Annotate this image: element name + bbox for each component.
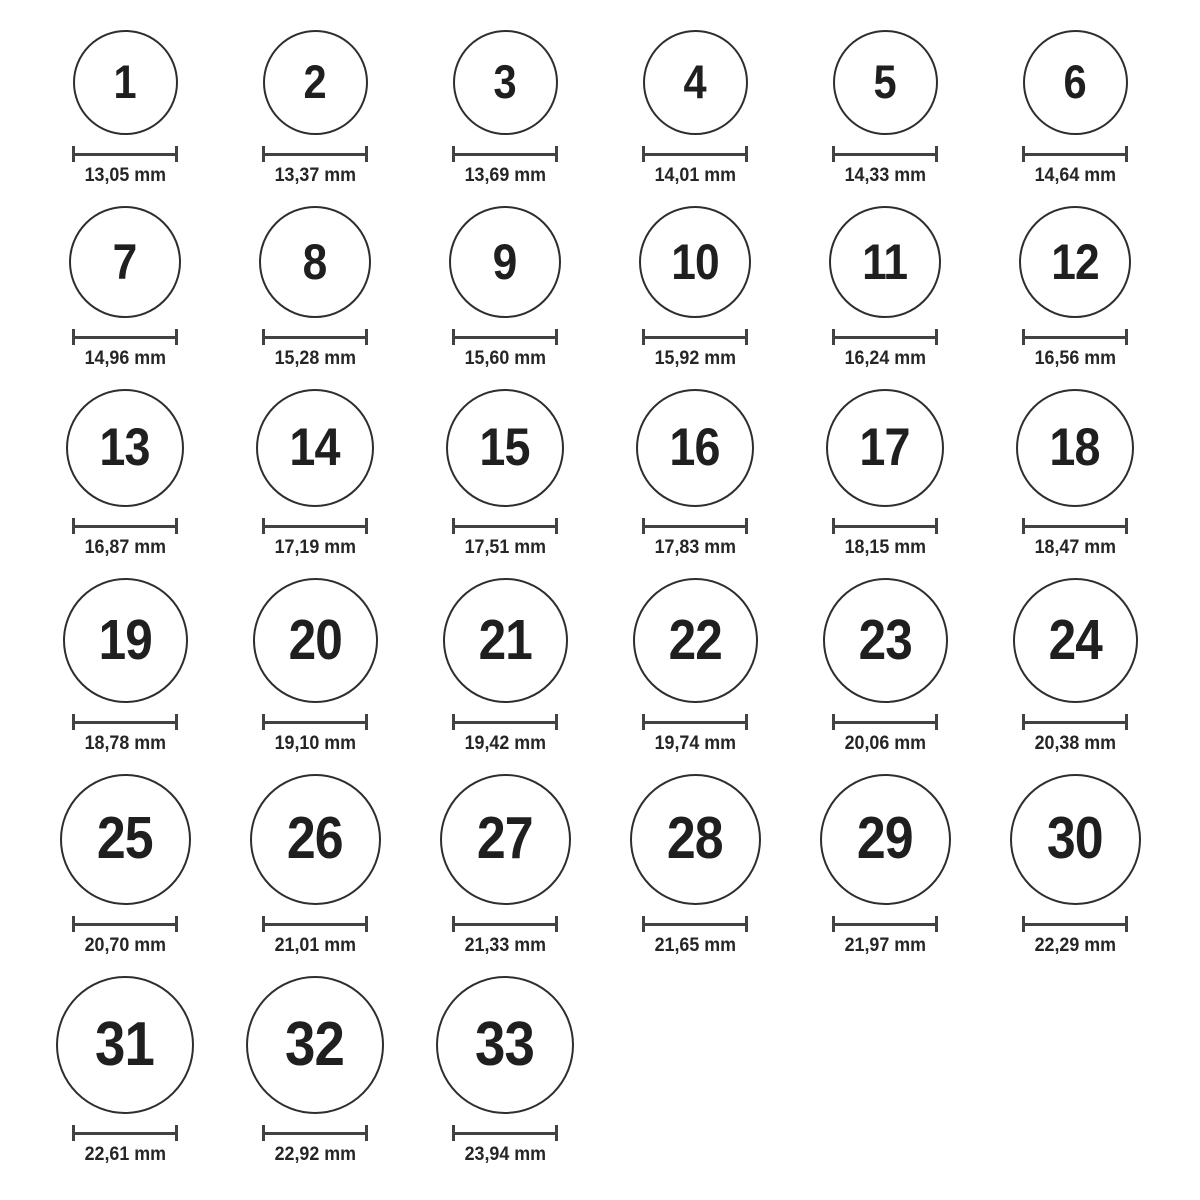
ring-circle [1019,206,1131,318]
ring-size-item [410,774,600,957]
ring-size-number: 10 [671,232,719,290]
diameter-dimension-line [262,518,368,534]
dimension-right-tick-icon [935,518,938,534]
dimension-bar [74,1132,176,1135]
dimension-bar [644,923,746,926]
ring-size-number: 4 [683,55,707,109]
dimension-bar [454,721,556,724]
diameter-label: 22,29 mm [1034,935,1116,956]
diameter-dimension-line [262,329,368,345]
diameter-label: 17,83 mm [654,537,736,558]
ring-size-item [220,30,410,187]
ring-size-number: 7 [113,232,137,290]
dimension-bar [834,721,936,724]
diameter-dimension-line [452,916,558,932]
ring-size-number: 14 [289,418,341,478]
dimension-bar [454,153,556,156]
ring-size-item [980,206,1170,370]
ring-size-item [220,578,410,755]
ring-circle [446,389,564,507]
dimension-right-tick-icon [1125,146,1128,162]
dimension-bar [644,336,746,339]
diameter-label: 14,01 mm [654,165,736,186]
diameter-dimension-line [832,329,938,345]
dimension-right-tick-icon [935,916,938,932]
ring-circle [256,389,374,507]
ring-circle [449,206,561,318]
diameter-label: 18,47 mm [1034,537,1116,558]
ring-size-number: 5 [873,55,897,109]
ring-size-item [30,389,220,559]
chart-row [30,578,1170,755]
diameter-label: 13,37 mm [274,165,356,186]
ring-circle [823,578,948,703]
diameter-dimension-line [642,714,748,730]
ring-size-number: 30 [1047,806,1103,872]
ring-circle [1013,578,1138,703]
dimension-bar [454,336,556,339]
dimension-right-tick-icon [365,714,368,730]
ring-circle [73,30,178,135]
ring-size-item [220,389,410,559]
diameter-dimension-line [262,146,368,162]
ring-circle [63,578,188,703]
dimension-bar [74,153,176,156]
ring-size-item [790,774,980,957]
ring-size-item [220,774,410,957]
diameter-dimension-line [262,916,368,932]
ring-size-item [790,578,980,755]
diameter-label: 13,05 mm [84,165,166,186]
ring-circle [829,206,941,318]
diameter-dimension-line [72,714,178,730]
dimension-right-tick-icon [365,518,368,534]
ring-circle [440,774,571,905]
dimension-right-tick-icon [175,916,178,932]
diameter-label: 21,97 mm [844,935,926,956]
diameter-label: 23,94 mm [464,1144,546,1165]
ring-size-item [30,578,220,755]
dimension-right-tick-icon [555,1125,558,1141]
diameter-dimension-line [642,146,748,162]
diameter-dimension-line [1022,329,1128,345]
ring-size-item [980,30,1170,187]
diameter-label: 19,74 mm [654,733,736,754]
diameter-dimension-line [1022,146,1128,162]
diameter-label: 21,01 mm [274,935,356,956]
ring-size-number: 33 [475,1009,535,1079]
ring-circle [643,30,748,135]
dimension-right-tick-icon [175,518,178,534]
dimension-bar [1024,525,1126,528]
dimension-bar [454,525,556,528]
ring-size-number: 16 [669,418,721,478]
ring-size-item [980,774,1170,957]
ring-circle [630,774,761,905]
dimension-bar [834,923,936,926]
ring-size-item [410,30,600,187]
ring-size-number: 6 [1063,55,1087,109]
ring-circle [69,206,181,318]
ring-circle [436,976,574,1114]
ring-circle [1010,774,1141,905]
dimension-right-tick-icon [175,714,178,730]
dimension-bar [1024,153,1126,156]
ring-size-item [790,206,980,370]
dimension-right-tick-icon [365,146,368,162]
ring-size-number: 20 [288,608,342,672]
ring-circle [820,774,951,905]
dimension-bar [74,923,176,926]
dimension-right-tick-icon [745,916,748,932]
ring-size-item [600,206,790,370]
dimension-right-tick-icon [1125,714,1128,730]
diameter-label: 18,15 mm [844,537,926,558]
dimension-right-tick-icon [1125,329,1128,345]
dimension-bar [264,525,366,528]
diameter-dimension-line [262,1125,368,1141]
diameter-label: 21,33 mm [464,935,546,956]
diameter-label: 15,60 mm [464,348,546,369]
chart-row [30,976,1170,1166]
ring-size-number: 17 [859,418,911,478]
ring-circle [1023,30,1128,135]
ring-size-number: 28 [667,806,723,872]
ring-circle [250,774,381,905]
dimension-right-tick-icon [555,329,558,345]
dimension-bar [264,153,366,156]
diameter-label: 19,42 mm [464,733,546,754]
ring-size-number: 2 [303,55,327,109]
dimension-right-tick-icon [175,1125,178,1141]
dimension-right-tick-icon [745,518,748,534]
diameter-label: 14,33 mm [844,165,926,186]
diameter-dimension-line [452,714,558,730]
diameter-label: 20,06 mm [844,733,926,754]
ring-size-item [220,976,410,1166]
dimension-bar [834,153,936,156]
diameter-label: 15,92 mm [654,348,736,369]
diameter-dimension-line [1022,916,1128,932]
ring-size-number: 32 [285,1009,345,1079]
ring-circle [259,206,371,318]
diameter-dimension-line [832,146,938,162]
diameter-dimension-line [72,518,178,534]
ring-size-number: 23 [858,608,912,672]
dimension-right-tick-icon [1125,518,1128,534]
ring-size-item [30,206,220,370]
diameter-dimension-line [72,146,178,162]
diameter-label: 16,56 mm [1034,348,1116,369]
ring-size-number: 8 [303,232,327,290]
diameter-label: 14,64 mm [1034,165,1116,186]
dimension-bar [264,721,366,724]
diameter-label: 22,61 mm [84,1144,166,1165]
diameter-label: 16,24 mm [844,348,926,369]
diameter-label: 19,10 mm [274,733,356,754]
diameter-dimension-line [72,916,178,932]
ring-size-number: 31 [95,1009,155,1079]
dimension-bar [264,1132,366,1135]
diameter-dimension-line [72,329,178,345]
diameter-label: 17,19 mm [274,537,356,558]
dimension-bar [644,721,746,724]
dimension-bar [74,525,176,528]
ring-size-item [30,976,220,1166]
dimension-right-tick-icon [555,146,558,162]
ring-size-number: 21 [478,608,532,672]
diameter-dimension-line [452,1125,558,1141]
ring-size-item [220,206,410,370]
ring-size-number: 19 [98,608,152,672]
diameter-label: 16,87 mm [84,537,166,558]
diameter-label: 21,65 mm [654,935,736,956]
ring-circle [636,389,754,507]
dimension-right-tick-icon [555,714,558,730]
dimension-right-tick-icon [555,916,558,932]
ring-size-item [30,774,220,957]
ring-size-number: 11 [862,232,908,290]
diameter-label: 20,38 mm [1034,733,1116,754]
ring-circle [833,30,938,135]
ring-size-item [30,30,220,187]
chart-row [30,30,1170,187]
diameter-label: 14,96 mm [84,348,166,369]
dimension-bar [264,923,366,926]
diameter-dimension-line [72,1125,178,1141]
dimension-bar [834,336,936,339]
ring-size-item [410,206,600,370]
diameter-label: 20,70 mm [84,935,166,956]
dimension-right-tick-icon [745,146,748,162]
ring-size-number: 3 [493,55,517,109]
chart-row [30,774,1170,957]
dimension-bar [834,525,936,528]
ring-circle [263,30,368,135]
ring-circle [60,774,191,905]
chart-row [30,206,1170,370]
dimension-right-tick-icon [935,714,938,730]
ring-size-number: 13 [99,418,151,478]
dimension-bar [644,525,746,528]
ring-size-number: 18 [1049,418,1101,478]
dimension-right-tick-icon [365,1125,368,1141]
ring-size-number: 24 [1048,608,1102,672]
diameter-label: 17,51 mm [464,537,546,558]
ring-size-item [410,976,600,1166]
ring-size-number: 22 [668,608,722,672]
diameter-dimension-line [642,329,748,345]
chart-row [30,389,1170,559]
dimension-right-tick-icon [745,714,748,730]
ring-size-item [790,30,980,187]
ring-circle [66,389,184,507]
ring-size-number: 1 [113,55,137,109]
diameter-dimension-line [832,714,938,730]
ring-size-item [980,578,1170,755]
ring-circle [639,206,751,318]
diameter-dimension-line [1022,518,1128,534]
diameter-label: 22,92 mm [274,1144,356,1165]
dimension-bar [454,1132,556,1135]
diameter-dimension-line [832,916,938,932]
ring-size-number: 26 [287,806,343,872]
ring-circle [1016,389,1134,507]
ring-size-item [790,389,980,559]
ring-size-number: 25 [97,806,153,872]
ring-size-item [410,389,600,559]
ring-circle [253,578,378,703]
ring-circle [443,578,568,703]
dimension-bar [264,336,366,339]
dimension-right-tick-icon [365,916,368,932]
diameter-dimension-line [452,518,558,534]
dimension-right-tick-icon [365,329,368,345]
diameter-dimension-line [642,518,748,534]
dimension-bar [1024,336,1126,339]
dimension-right-tick-icon [935,146,938,162]
ring-size-number: 29 [857,806,913,872]
diameter-dimension-line [642,916,748,932]
dimension-right-tick-icon [555,518,558,534]
ring-size-item [410,578,600,755]
dimension-bar [454,923,556,926]
ring-circle [826,389,944,507]
dimension-bar [1024,721,1126,724]
dimension-bar [74,721,176,724]
diameter-dimension-line [832,518,938,534]
ring-size-item [600,389,790,559]
ring-size-item [600,578,790,755]
diameter-label: 13,69 mm [464,165,546,186]
ring-circle [633,578,758,703]
dimension-bar [644,153,746,156]
dimension-right-tick-icon [935,329,938,345]
dimension-bar [1024,923,1126,926]
ring-size-item [600,774,790,957]
diameter-label: 18,78 mm [84,733,166,754]
ring-size-item [600,30,790,187]
ring-size-number: 9 [493,232,517,290]
dimension-bar [74,336,176,339]
ring-circle [246,976,384,1114]
ring-size-number: 27 [477,806,533,872]
dimension-right-tick-icon [175,329,178,345]
diameter-dimension-line [452,146,558,162]
dimension-right-tick-icon [1125,916,1128,932]
diameter-dimension-line [1022,714,1128,730]
diameter-label: 15,28 mm [274,348,356,369]
dimension-right-tick-icon [175,146,178,162]
diameter-dimension-line [452,329,558,345]
diameter-dimension-line [262,714,368,730]
dimension-right-tick-icon [745,329,748,345]
ring-size-number: 15 [479,418,531,478]
ring-size-item [980,389,1170,559]
ring-circle [453,30,558,135]
ring-circle [56,976,194,1114]
ring-size-number: 12 [1051,232,1099,290]
